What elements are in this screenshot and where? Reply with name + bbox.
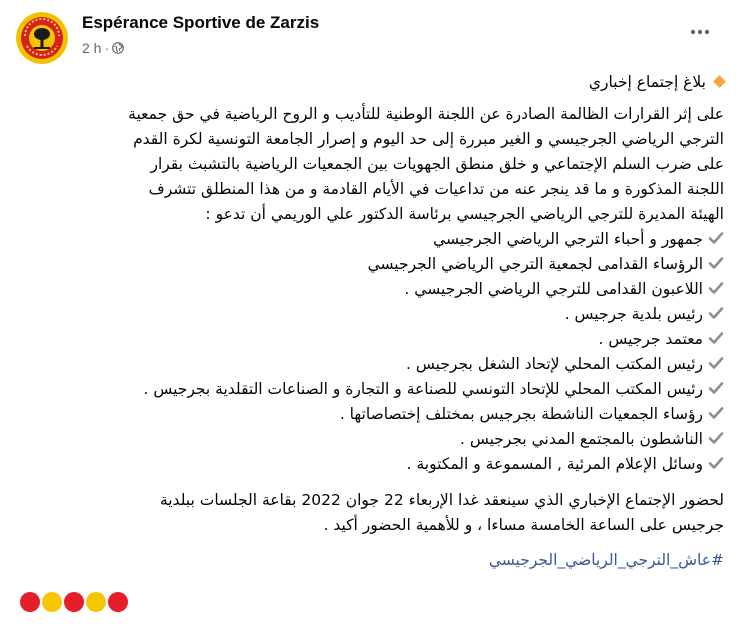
invitee-text: معتمد جرجيس . [598, 330, 703, 348]
post-meta [82, 40, 124, 56]
orange-diamond-icon [713, 75, 726, 88]
check-mark-icon [708, 280, 724, 296]
invitee-item [14, 277, 724, 302]
check-mark-icon [708, 355, 724, 371]
post-headline-row [14, 70, 724, 95]
red-circle-icon [64, 592, 84, 612]
invitee-item [14, 427, 724, 452]
red-circle-icon [108, 592, 128, 612]
post-headline: بلاغ إجتماع إخباري [588, 73, 706, 91]
yellow-circle-icon [42, 592, 62, 612]
invitee-text: رئيس المكتب المحلي للإتحاد التونسي للصناعة و التجارة و الصناعات التقلدية بجرجيس . [143, 380, 703, 398]
invitee-item [14, 327, 724, 352]
check-mark-icon [708, 330, 724, 346]
invitee-text: رؤساء الجمعيات الناشطة بجرجيس بمختلف إختصاصاتها . [339, 405, 703, 423]
closing-line: لحضور الإجتماع الإخباري الذي سينعقد غدا الإربعاء 22 جوان 2022 بقاعة الجلسات ببلدية [159, 491, 724, 509]
invitee-item [14, 227, 724, 252]
invitee-text: اللاعبون القدامى للترجي الرياضي الجرجيسي . [404, 280, 703, 298]
post-timestamp[interactable]: 2 h [82, 40, 102, 56]
intro-line: اللجنة المذكورة و ما قد ينجر عنه من تداعيات في الأيام القادمة و من هذا المنطلق تتشرف [148, 180, 724, 198]
invitee-item [14, 402, 724, 427]
more-options-icon [690, 29, 710, 35]
globe-icon[interactable] [112, 42, 124, 54]
page-avatar[interactable] [16, 12, 68, 64]
closing-line: جرجيس على الساعة الخامسة مساءا ، و للأهمية الحضور أكيد . [323, 516, 724, 534]
intro-line: على إثر القرارات الظالمة الصادرة عن اللجنة الوطنية للتأديب و الروح الرياضية في حق جمعية [128, 105, 724, 123]
check-mark-icon [708, 430, 724, 446]
hashtag-link[interactable]: #عاش_الترجي_الرياضي_الجرجيسي [488, 551, 724, 569]
invitee-text: رئيس المكتب المحلي لإتحاد الشغل بجرجيس . [406, 355, 703, 373]
meta-separator: · [104, 40, 110, 56]
invitee-item [14, 352, 724, 377]
more-options-button[interactable] [682, 22, 718, 42]
red-circle-icon [20, 592, 40, 612]
check-mark-icon [708, 255, 724, 271]
invitee-item [14, 377, 724, 402]
check-mark-icon [708, 380, 724, 396]
invitee-item [14, 252, 724, 277]
invitee-text: جمهور و أحباء الترجي الرياضي الجرجيسي [433, 230, 703, 248]
invitee-text: الرؤساء القدامى لجمعية الترجي الرياضي الجرجيسي [367, 255, 703, 273]
emoji-circles [20, 592, 128, 612]
invitee-text: وسائل الإعلام المرئية , المسموعة و المكتوبة . [406, 455, 703, 473]
invitee-text: رئيس بلدية جرجيس . [564, 305, 703, 323]
invitee-item [14, 302, 724, 327]
check-mark-icon [708, 405, 724, 421]
invitee-text: الناشطون بالمجتمع المدني بجرجيس . [459, 430, 703, 448]
check-mark-icon [708, 455, 724, 471]
page-name-link[interactable]: Espérance Sportive de Zarzis [82, 13, 320, 32]
hashtag-row [14, 548, 724, 573]
club-crest-icon [16, 12, 68, 64]
intro-line: الهيئة المديرة للترجي الرياضي الجرجيسي برئاسة الدكتور علي الوريمي أن تدعو : [205, 205, 724, 223]
yellow-circle-icon [86, 592, 106, 612]
invitee-item [14, 452, 724, 477]
intro-line: على ضرب السلم الإجتماعي و خلق منطق الجهويات بين الجمعيات الرياضية بالتشبث بقرار [150, 155, 724, 173]
check-mark-icon [708, 230, 724, 246]
post-text [14, 70, 724, 573]
check-mark-icon [708, 305, 724, 321]
intro-line: الترجي الرياضي الجرجيسي و الغير مبررة إلى حد اليوم و إصرار الجامعة التونسية لكرة القدم [133, 130, 724, 148]
